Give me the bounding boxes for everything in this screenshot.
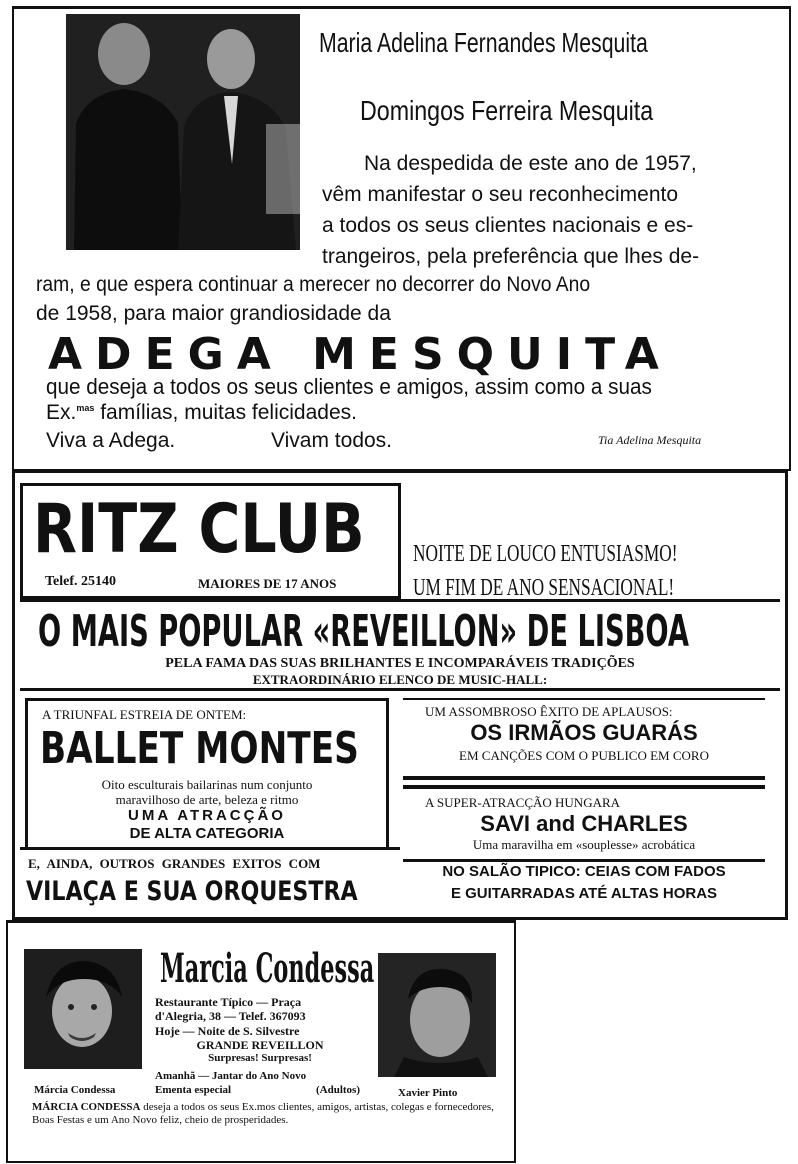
act1-name: BALLET MONTES — [40, 723, 359, 774]
venue-line-2: d'Alegria, 38 — Telef. 367093 — [155, 1009, 306, 1023]
brand-adega-mesquita: ADEGA MESQUITA — [48, 329, 672, 380]
act1-tag-1: UMA ATRACÇÃO — [128, 807, 286, 824]
signature-tia-adelina: Tia Adelina Mesquita — [598, 433, 702, 447]
ritz-phone: Telef. 25140 — [45, 574, 117, 589]
act2-desc: EM CANÇÕES COM O PUBLICO EM CORO — [459, 748, 709, 763]
marcia-condessa-title: Marcia Condessa — [160, 945, 375, 992]
caption-marcia: Márcia Condessa — [34, 1084, 116, 1096]
ritz-tagline-2: UM FIM DE ANO SENSACIONAL! — [413, 575, 675, 601]
body-line-3: a todos os seus clientes nacionais e es- — [322, 214, 694, 237]
xavier-pinto-photo — [378, 953, 496, 1077]
salon-line-1: NO SALÃO TIPICO: CEIAS COM FADOS — [442, 863, 726, 880]
event-grande-reveillon: GRANDE REVEILLON — [196, 1038, 324, 1052]
ritz-title-block — [20, 483, 401, 599]
special-menu: Ementa especial — [155, 1084, 232, 1096]
act3-desc: Uma maravilha em «souplesse» acrobática — [472, 837, 696, 852]
extra-line-1: E, AINDA, OUTROS GRANDES EXITOS COM — [28, 856, 321, 871]
body-line-5: ram, e que espera continuar a merecer no decorrer do Novo Ano — [36, 273, 591, 296]
act-savi-charles — [403, 785, 765, 862]
extra-acts — [20, 847, 400, 912]
ritz-headline: O MAIS POPULAR «REVEILLON» DE LISBOA — [38, 606, 689, 657]
act-ballet-montes — [25, 698, 389, 850]
ritz-tagline-1: NOITE DE LOUCO ENTUSIASMO! — [413, 541, 678, 567]
closing-bold: MÁRCIA CONDESSA — [32, 1101, 141, 1113]
act2-name: OS IRMÃOS GUARÁS — [470, 720, 698, 745]
extra-line-2: VILAÇA E SUA ORQUESTRA — [26, 876, 358, 907]
act2-intro: UM ASSOMBROSO ÊXITO DE APLAUSOS: — [425, 704, 673, 719]
cheer-todos: Vivam todos. — [271, 429, 393, 452]
venue-line-1: Restaurante Típico — Praça — [155, 995, 302, 1009]
ritz-club-title: RITZ CLUB — [33, 490, 365, 569]
venue-line-3: Hoje — Noite de S. Silvestre — [155, 1024, 300, 1038]
salon-tipico — [403, 861, 765, 909]
ritz-age-limit: MAIORES DE 17 ANOS — [198, 576, 337, 591]
ritz-subhead-2: EXTRAORDINÁRIO ELENCO DE MUSIC-HALL: — [252, 672, 548, 687]
greeting-line-1: que deseja a todos os seus clientes e amigos, assim como a suas — [46, 374, 652, 399]
caption-xavier: Xavier Pinto — [398, 1087, 458, 1099]
name-maria-adelina: Maria Adelina Fernandes Mesquita — [319, 27, 648, 58]
closing-message — [32, 1101, 504, 1127]
greeting-line-2 — [46, 401, 357, 425]
body-line-6: de 1958, para maior grandiosidade da — [36, 302, 391, 325]
ritz-club-ad — [12, 470, 788, 920]
act1-desc-1: Oito esculturais bailarinas num conjunto — [101, 777, 313, 792]
body-line-2: vêm manifestar o seu reconhecimento — [322, 183, 679, 206]
name-domingos: Domingos Ferreira Mesquita — [360, 95, 654, 126]
act1-intro: A TRIUNFAL ESTREIA DE ONTEM: — [42, 707, 247, 722]
salon-line-2: E GUITARRADAS ATÉ ALTAS HORAS — [450, 885, 718, 902]
act3-name: SAVI and CHARLES — [480, 811, 688, 836]
mesquita-couple-photo — [66, 14, 300, 250]
greeting-ex: Ex. — [46, 401, 77, 424]
act-irmaos-guaras — [403, 698, 765, 780]
surprises: Surpresas! Surpresas! — [208, 1052, 312, 1064]
body-line-4: trangeiros, pela preferência que lhes de- — [322, 245, 700, 268]
greeting-families: famílias, muitas felicidades. — [100, 401, 357, 424]
adults-note: (Adultos) — [316, 1084, 361, 1096]
greeting-ex-sup: mas — [76, 403, 95, 413]
body-line-1: Na despedida de este ano de 1957, — [364, 152, 697, 175]
tomorrow-dinner: Amanhã — Jantar do Ano Novo — [155, 1070, 307, 1082]
ritz-subhead-1: PELA FAMA DAS SUAS BRILHANTES E INCOMPARÁVEIS TRADIÇÕES — [165, 656, 635, 671]
marcia-condessa-photo — [24, 949, 142, 1069]
closing-rest: deseja a todos os seus Ex.mos clientes, amigos, artistas, colegas e fornecedores, Boas Festas e um Ano Novo feliz, cheio de prosperidades. — [32, 1101, 494, 1126]
act1-tag-2: DE ALTA CATEGORIA — [129, 825, 285, 842]
adega-ad — [12, 6, 791, 471]
act3-intro: A SUPER-ATRACÇÃO HUNGARA — [425, 795, 621, 810]
headline-band — [20, 599, 780, 691]
marcia-condessa-ad — [6, 920, 516, 1163]
act1-desc-2: maravilhoso de arte, beleza e ritmo — [115, 792, 299, 807]
cheer-adega: Viva a Adega. — [46, 429, 176, 452]
